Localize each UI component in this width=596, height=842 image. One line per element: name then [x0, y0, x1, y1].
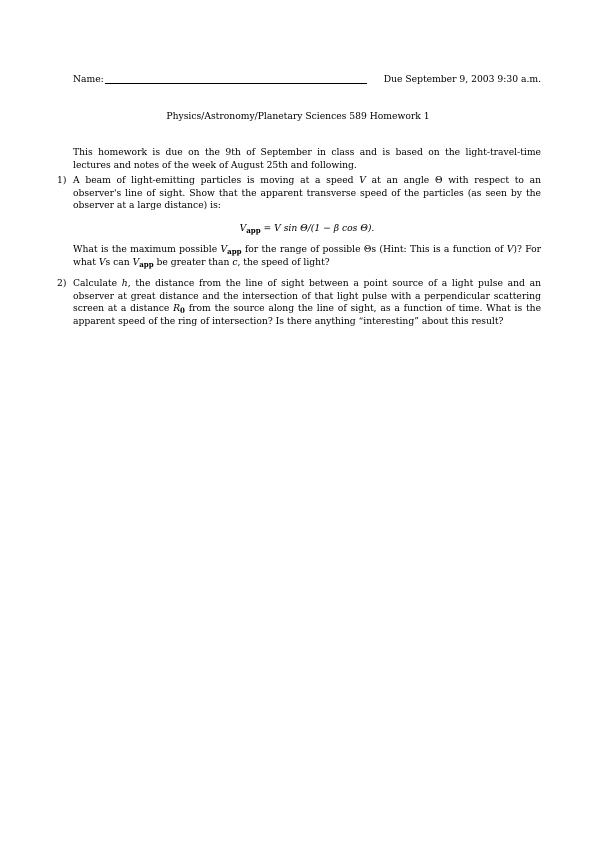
problem-text: from the source along the line of sight, as a function of time. What is the apparent speed of the ring of intersection? Is there anything “interesting” about this result? [73, 303, 542, 327]
math-var: V [132, 256, 140, 268]
name-label: Name: [73, 74, 104, 85]
problem-question: s can [105, 256, 130, 268]
math-var: V [359, 175, 366, 186]
problem-text: A beam of light-emitting particles is moving at a speed [73, 175, 354, 186]
equation [73, 223, 541, 236]
problem-question: be greater than [156, 256, 230, 268]
problem-body [73, 278, 541, 328]
problem-1 [57, 175, 541, 269]
due-date: Due September 9, 2003 9:30 a.m. [383, 74, 541, 85]
math-subscript: app [227, 247, 242, 256]
math-subscript: app [139, 259, 154, 269]
problem-question: for the range of possible Θs (Hint: This is a function of [244, 244, 504, 255]
math-var: V [239, 222, 247, 234]
math-subscript: 0 [180, 306, 185, 315]
math-var: R [173, 303, 181, 314]
problem-text: , the distance from the line of sight between a point source of a light pulse and an observer at great distance and the intersection of that light pulse with a perpendicular scattering screen at a distance [73, 278, 541, 314]
math-var: h [121, 278, 128, 289]
problem-body [73, 175, 541, 269]
name-blank-line [105, 83, 367, 84]
math-var: V [506, 244, 514, 255]
problem-2 [57, 278, 541, 328]
problem-text: at an angle Θ with respect to an observer's line of sight. Show that the apparent transverse speed of the particles (as seen by the observer at a large distance) is: [73, 175, 542, 211]
page-title: Physics/Astronomy/Planetary Sciences 589 Homework 1 [166, 111, 430, 122]
math-subscript: app [246, 225, 261, 235]
equation-rhs: = V sin Θ/(1 − β cos Θ). [263, 222, 375, 234]
intro-paragraph: This homework is due on the 9th of September in class and is based on the light-travel-time lectures and notes of the week of August 25th and following. [73, 147, 541, 171]
math-var: V [98, 256, 106, 268]
problem-question: , the speed of light? [237, 256, 330, 268]
header [73, 74, 541, 88]
math-var: V [220, 244, 228, 255]
math-var: c [232, 256, 238, 268]
problem-text: Calculate [73, 278, 118, 289]
problem-number: 1) [57, 175, 67, 186]
problem-number: 2) [57, 278, 67, 289]
problem-question: What is the maximum possible [73, 244, 218, 255]
problem-question: )? For what [73, 244, 542, 268]
